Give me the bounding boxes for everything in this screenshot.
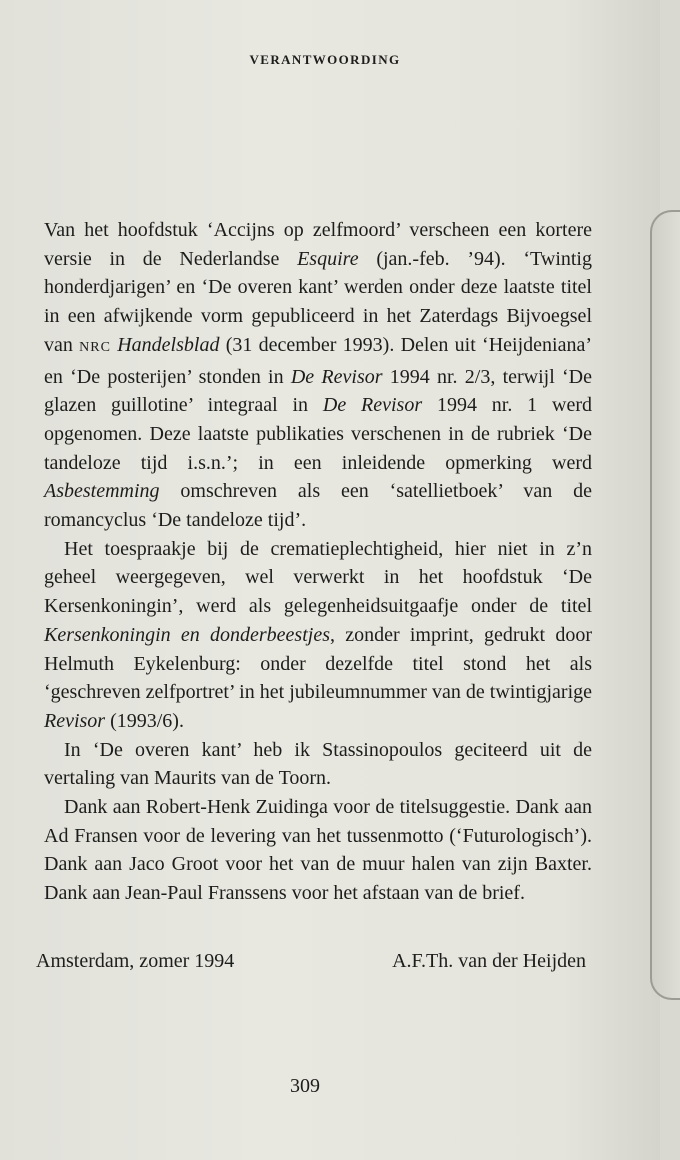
- text-run: omschreven als een ‘satellietboek’ van de romancyclus ‘De tandeloze tijd’.: [44, 480, 592, 532]
- page-edge-decoration: [650, 210, 680, 1000]
- text-run: Het toespraakje bij de crematieplechtigheid, hier niet in z’n geheel weergegeven, wel verwerkt in het hoofdstuk ‘De Kersenkoningin’, werd als gelegenheidsuitgaafje onder de titel: [44, 537, 592, 618]
- small-caps-text: NRC: [79, 339, 111, 355]
- text-run: (31 december 1993). Delen uit ‘Heijdeniana’ en ‘De posterijen’ stonden in: [44, 333, 592, 388]
- text-run: 1994 nr. 2/3, terwijl ‘De glazen guillotine’ integraal in: [44, 365, 592, 417]
- italic-title: De Revisor: [290, 365, 383, 388]
- text-run: (1993/6).: [105, 709, 184, 732]
- italic-title: Revisor: [44, 709, 106, 732]
- text-run: (jan.-feb. ’94). ‘Twintig honderdjarigen’ en ‘De overen kant’ werden onder deze laatste titel in een afwijkende vorm gepubliceerd in het Zaterdags Bijvoegsel van: [44, 247, 592, 356]
- running-head: VERANTWOORDING: [249, 52, 401, 67]
- author-name: A.F.Th. van der Heijden: [392, 950, 586, 972]
- text-run: , zonder imprint, gedrukt door Helmuth Eykelenburg: onder dezelfde titel stond het als ‘geschreven zelfportret’ in het jubileumnummer van de twintigjarige: [44, 623, 592, 704]
- italic-title: Handelsblad: [117, 333, 220, 356]
- paragraph-3: In ‘De overen kant’ heb ik Stassinopoulos geciteerd uit de vertaling van Maurits van de Toorn.: [44, 738, 592, 790]
- place-date: Amsterdam, zomer 1994: [36, 950, 235, 972]
- italic-title: Esquire: [297, 247, 359, 270]
- paragraph-4: Dank aan Robert-Henk Zuidinga voor de titelsuggestie. Dank aan Ad Fransen voor de levering van het tussenmotto (‘Futurologisch’). Dank aan Jaco Groot voor het van de muur halen van zijn Baxter. Dank aan Jean-Paul Franssens voor het afstaan van de brief.: [44, 796, 592, 905]
- italic-title: De Revisor: [322, 394, 423, 417]
- paragraph-1: [44, 216, 592, 535]
- body-text: [44, 216, 592, 908]
- paragraph-2: [44, 535, 592, 736]
- italic-title: Kersenkoningin en donderbeestjes: [44, 623, 330, 646]
- text-run: 1994 nr. 1 werd opgenomen. Deze laatste publikaties verschenen in de rubriek ‘De tandeloze tijd i.s.n.’; in een inleidende opmerking werd: [44, 394, 592, 474]
- page-number: 309: [290, 1075, 320, 1097]
- italic-title: Asbestemming: [44, 480, 160, 503]
- text-run: Van het hoofdstuk ‘Accijns op zelfmoord’ verscheen een kortere versie in de Nederlandse: [44, 219, 592, 270]
